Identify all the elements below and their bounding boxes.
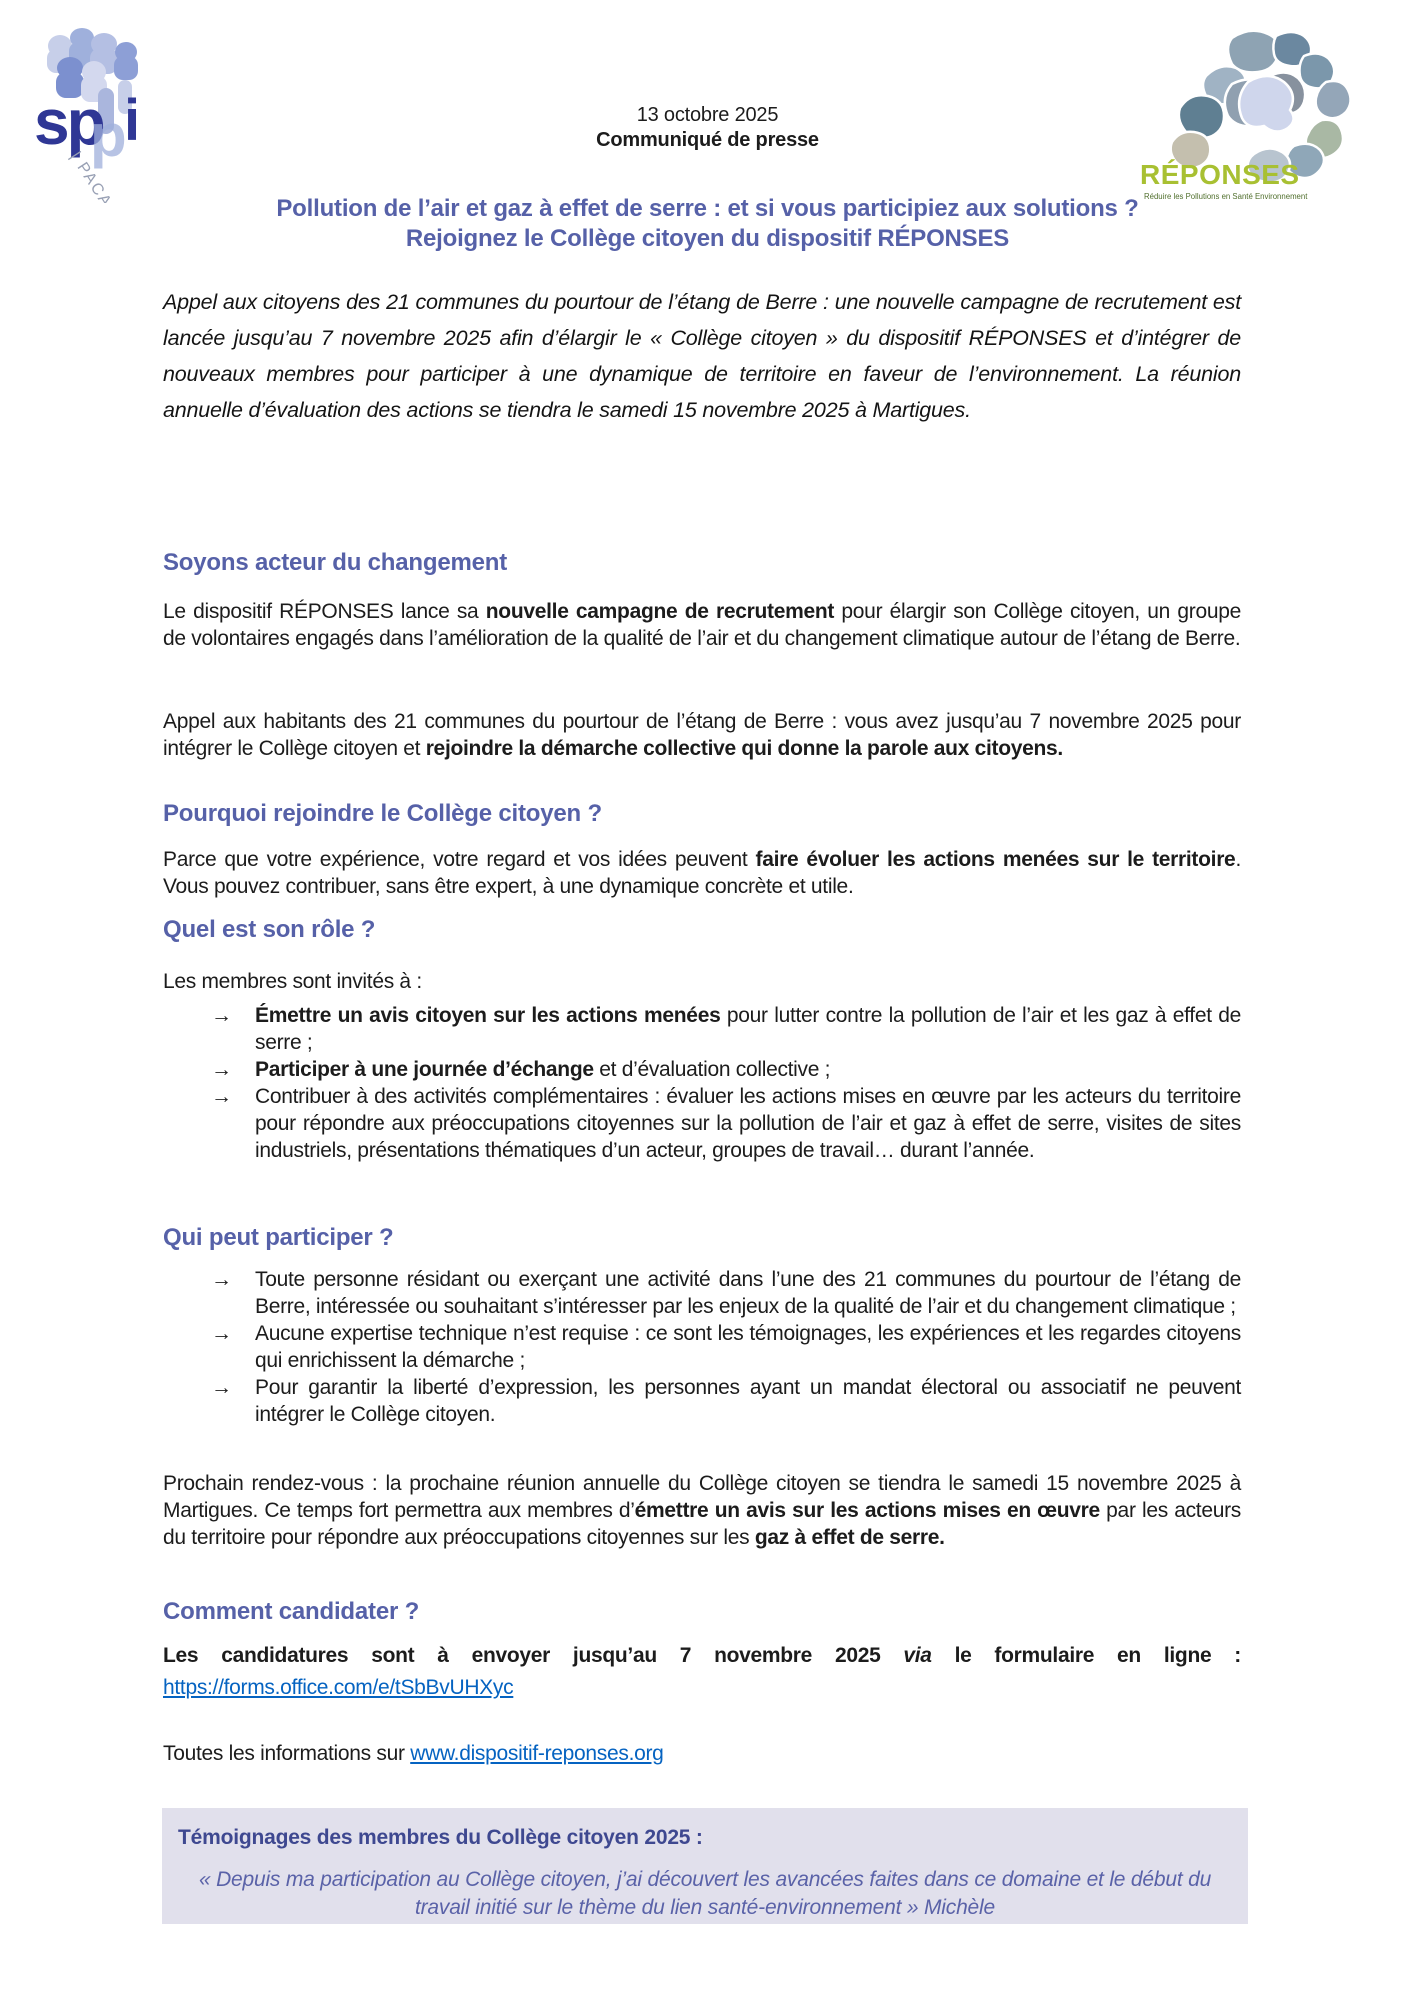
section-heading-role: Quel est son rôle ? [163, 916, 376, 943]
main-title-line1: Pollution de l’air et gaz à effet de serre : et si vous participiez aux solutions ? [276, 195, 1139, 222]
testimonials-box [162, 1808, 1248, 1924]
main-title-line2: Rejoignez le Collège citoyen du dispositif RÉPONSES [405, 225, 1010, 252]
campaign-paragraph: Le dispositif RÉPONSES lance sa nouvelle campagne de recrutement pour élargir son Collège citoyen, un groupe de volontaires engagés dans l’amélioration de la qualité de l’air et du changement climatique autour de l’étang de Berre. [163, 600, 1241, 650]
section-heading-soyons-acteur: Soyons acteur du changement [163, 549, 508, 576]
bullet-item [163, 1266, 1241, 1320]
sppi-letter-p-light: p [90, 102, 127, 169]
bullet-item [163, 1083, 1241, 1164]
bullet-text: Pour garantir la liberté d’expression, les personnes ayant un mandat électoral ou associatif ne peuvent intégrer le Collège citoyen. [255, 1376, 1241, 1426]
arrow-bullet-icon: → [211, 1268, 232, 1291]
reponses-logo-name: RÉPONSES [1140, 159, 1300, 190]
section-heading-qui-peut-participer: Qui peut participer ? [163, 1224, 394, 1251]
application-form-link[interactable]: https://forms.office.com/e/tSbBvUHXyc [163, 1676, 514, 1699]
bullet-text: Aucune expertise technique n’est requise : ce sont les témoignages, les expériences et les regardes citoyens qui enrichissent la démarche ; [255, 1322, 1241, 1372]
sppi-letters-sp: sp [34, 86, 103, 158]
participation-bullet-list [163, 1266, 1241, 1428]
arrow-bullet-icon: → [211, 1376, 232, 1399]
why-join-paragraph: Parce que votre expérience, votre regard et vos idées peuvent faire évoluer les actions menées sur le territoire. Vous pouvez contribuer, sans être expert, à une dynamique concrète et utile. [163, 848, 1241, 898]
role-bullet-list [163, 1002, 1241, 1164]
bullet-text: Émettre un avis citoyen sur les actions menées pour lutter contre la pollution de l’air et les gaz à effet de serre ; [255, 1004, 1241, 1054]
bullet-item [163, 1374, 1241, 1428]
arrow-bullet-icon: → [211, 1085, 232, 1108]
doc-type-label: Communiqué de presse [596, 129, 819, 151]
bullet-text: Participer à une journée d’échange et d’évaluation collective ; [255, 1058, 831, 1081]
bullet-item [163, 1320, 1241, 1374]
section-heading-pourquoi-rejoindre: Pourquoi rejoindre le Collège citoyen ? [163, 800, 602, 827]
section-heading-comment-candidater: Comment candidater ? [163, 1598, 420, 1625]
application-form-line [163, 1674, 1241, 1701]
bullet-item [163, 1002, 1241, 1056]
more-info-prefix: Toutes les informations sur [163, 1742, 411, 1765]
role-lead-line: Les membres sont invités à : [163, 970, 422, 993]
intro-paragraph: Appel aux citoyens des 21 communes du pourtour de l’étang de Berre : une nouvelle campagne de recrutement est lancée jusqu’au 7 novembre 2025 afin d’élargir le « Collège citoyen » du dispositif RÉPONSES et d’intégrer de nouveaux membres pour participer à une dynamique de territoire en faveur de l’environnement. La réunion annuelle d’évaluation des actions se tiendra le samedi 15 novembre 2025 à Martigues. [163, 290, 1241, 422]
testimonial-quote: « Depuis ma participation au Collège citoyen, j’ai découvert les avancées faites dans ce domaine et le début du travail initié sur le thème du lien santé-environnement » Michèle [198, 1868, 1212, 1919]
website-link[interactable]: www.dispositif-reponses.org [410, 1742, 664, 1765]
next-meeting-paragraph: Prochain rendez-vous : la prochaine réunion annuelle du Collège citoyen se tiendra le samedi 15 novembre 2025 à Martigues. Ce temps fort permettra aux membres d’émettre un avis sur les actions mises en œuvre par les acteurs du territoire pour répondre aux préoccupations citoyennes sur les gaz à effet de serre. [163, 1472, 1241, 1549]
arrow-bullet-icon: → [211, 1058, 232, 1081]
testimonials-heading: Témoignages des membres du Collège citoyen 2025 : [178, 1826, 703, 1849]
appeal-paragraph: Appel aux habitants des 21 communes du pourtour de l’étang de Berre : vous avez jusqu’au 7 novembre 2025 pour intégrer le Collège citoyen et rejoindre la démarche collective qui donne la parole aux citoyens. [163, 710, 1241, 760]
reponses-logo-tagline: Réduire les Pollutions en Santé Environnement [1144, 192, 1308, 201]
bullet-text: Contribuer à des activités complémentaires : évaluer les actions mises en œuvre par les acteurs du territoire pour répondre aux préoccupations citoyennes sur la pollution de l’air et gaz à effet de serre, visites de sites industriels, présentations thématiques d’un acteur, groupes de travail… durant l’année. [255, 1085, 1241, 1162]
more-info-line [163, 1740, 1241, 1767]
sppi-letter-i: i [124, 88, 141, 153]
main-title [0, 194, 1415, 254]
arrow-bullet-icon: → [211, 1004, 232, 1027]
bullet-text: Toute personne résidant ou exerçant une activité dans l’une des 21 communes du pourtour de l’étang de Berre, intéressée ou souhaitant s’intéresser par les enjeux de la qualité de l’air et du changement climatique ; [255, 1268, 1241, 1318]
sppi-region-label: | PACA [66, 148, 116, 203]
press-date: 13 octobre 2025 [636, 104, 779, 126]
bullet-item [163, 1056, 1241, 1083]
arrow-bullet-icon: → [211, 1322, 232, 1345]
application-deadline-paragraph: Les candidatures sont à envoyer jusqu’au 7 novembre 2025 via le formulaire en ligne : [163, 1644, 1241, 1667]
